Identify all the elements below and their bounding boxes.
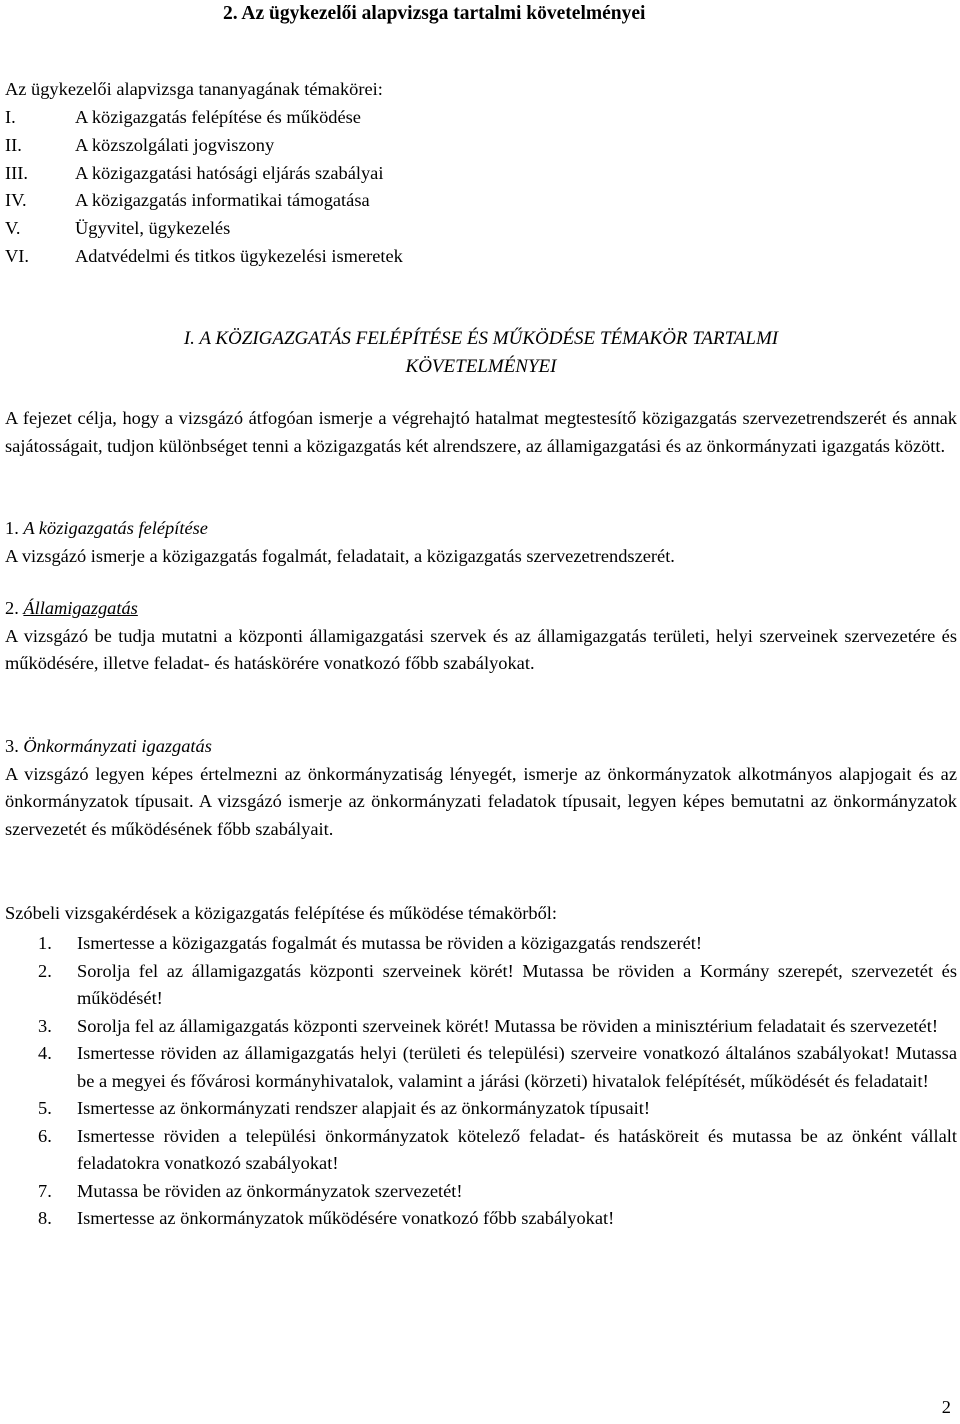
question-text: Mutassa be röviden az önkormányzatok szervezetét! (77, 1180, 463, 1201)
question-text: Sorolja fel az államigazgatás központi szerveinek körét! Mutassa be röviden a Kormány szerepét, szervezetét és működését! (77, 960, 957, 1008)
topic-item (5, 243, 403, 271)
subsection-body: A vizsgázó ismerje a közigazgatás fogalmát, feladatait, a közigazgatás szervezetrendszerét. (5, 545, 675, 566)
question-number: 3. (38, 1015, 52, 1036)
section-heading (5, 325, 957, 380)
question-number: 8. (38, 1208, 52, 1228)
question-text: Ismertesse röviden a települési önkormányzatok kötelező feladat- és hatásköreit és mutassa be az önként vállalt feladatokra vonatkozó szabályokat! (77, 1125, 957, 1173)
question-item (5, 1178, 957, 1206)
intro-paragraph-block (5, 405, 957, 460)
question-item (5, 958, 957, 1013)
subsection-3 (5, 733, 957, 843)
page-number: 2 (941, 1397, 951, 1417)
question-item (5, 1205, 957, 1233)
questions-intro: Szóbeli vizsgakérdések a közigazgatás felépítése és működése témakörből: (5, 903, 558, 923)
subsection-title-text: Önkormányzati igazgatás (23, 736, 212, 756)
question-number: 6. (38, 1125, 52, 1146)
topic-text: A közszolgálati jogviszony (75, 134, 275, 155)
question-item (5, 1095, 957, 1123)
topic-text: A közigazgatás felépítése és működése (75, 107, 361, 127)
topic-number: III. (5, 162, 28, 183)
subsection-number: 2. (5, 598, 24, 618)
subsection-title-text: A közigazgatás felépítése (23, 518, 208, 538)
topic-number: V. (5, 218, 21, 239)
topic-list (5, 104, 403, 271)
section-heading-line-2: KÖVETELMÉNYEI (405, 355, 557, 377)
subsection-title (5, 733, 957, 761)
topic-text: A közigazgatás informatikai támogatása (75, 190, 370, 211)
section-heading-line-1: I. A KÖZIGAZGATÁS FELÉPÍTÉSE ÉS MŰKÖDÉSE TÉMAKÖR TARTALMI (183, 328, 779, 349)
topic-number: I. (5, 107, 16, 127)
question-number: 5. (38, 1098, 52, 1118)
topic-number: VI. (5, 245, 30, 266)
question-text: Ismertesse az önkormányzatok működésére vonatkozó főbb szabályokat! (77, 1208, 615, 1228)
question-item (5, 1123, 957, 1178)
question-item (5, 930, 957, 958)
question-text: Ismertesse az önkormányzati rendszer alapjait és az önkormányzatok típusait! (77, 1098, 650, 1118)
question-text: Ismertesse a közigazgatás fogalmát és mutassa be röviden a közigazgatás rendszerét! (77, 933, 703, 953)
page-title: 2. Az ügykezelői alapvizsga tartalmi követelményei (223, 3, 646, 24)
question-item (5, 1040, 957, 1095)
topic-item (5, 187, 403, 215)
subsection-body: A vizsgázó legyen képes értelmezni az önkormányzatiság lényegét, ismerje az önkormányzatok alkotmányos alapjogait és az önkormányzatok típusait. A vizsgázó ismerje az önkormányzati feladatok típusait, legyen képes bemutatni az önkormányzatok szervezetét és működésének főbb szabályait. (5, 763, 957, 839)
topic-number: IV. (5, 190, 27, 211)
subsection-title (5, 595, 957, 623)
question-list (5, 930, 957, 1233)
subsection-number: 1. (5, 518, 24, 538)
subsection-2 (5, 595, 957, 678)
topic-item (5, 132, 403, 160)
question-item (5, 1013, 957, 1041)
topic-item (5, 215, 403, 243)
question-text: Sorolja fel az államigazgatás központi szerveinek körét! Mutassa be röviden a minisztérium feladatait és szervezetét! (77, 1015, 938, 1036)
intro-paragraph: A fejezet célja, hogy a vizsgázó átfogóan ismerje a végrehajtó hatalmat megtestesítő közigazgatás szervezetrendszerét és annak sajátosságait, tudjon különbséget tenni a közigazgatás két alrendszere, az államigazgatási és az önkormányzati igazgatás között. (5, 408, 957, 456)
question-number: 2. (38, 960, 52, 981)
topic-item (5, 104, 403, 132)
topic-text: A közigazgatási hatósági eljárás szabályai (75, 162, 384, 183)
question-number: 1. (38, 933, 52, 953)
topic-number: II. (5, 134, 22, 155)
topic-item (5, 160, 403, 188)
toc-intro: Az ügykezelői alapvizsga tananyagának témakörei: (5, 79, 383, 99)
topic-text: Ügyvitel, ügykezelés (75, 218, 231, 239)
subsection-title-text: Államigazgatás (23, 598, 138, 618)
subsection-title (5, 515, 957, 543)
question-number: 4. (38, 1043, 52, 1063)
topic-text: Adatvédelmi és titkos ügykezelési ismeretek (75, 245, 403, 266)
question-number: 7. (38, 1180, 52, 1201)
subsection-body: A vizsgázó be tudja mutatni a központi államigazgatási szervek és az államigazgatás területi, helyi szerveinek szervezetére és működésére, illetve feladat- és hatáskörére vonatkozó főbb szabályokat. (5, 625, 957, 673)
subsection-number: 3. (5, 736, 24, 756)
subsection-1 (5, 515, 957, 570)
questions-intro-block (5, 900, 957, 928)
question-text: Ismertesse röviden az államigazgatás helyi (területi és települési) szerveire vonatkozó általános szabályokat! Mutassa be a megyei és fővárosi kormányhivatalok, valamint a járási (körzeti) hivatalok felépítését, működését és feladatait! (77, 1043, 957, 1091)
